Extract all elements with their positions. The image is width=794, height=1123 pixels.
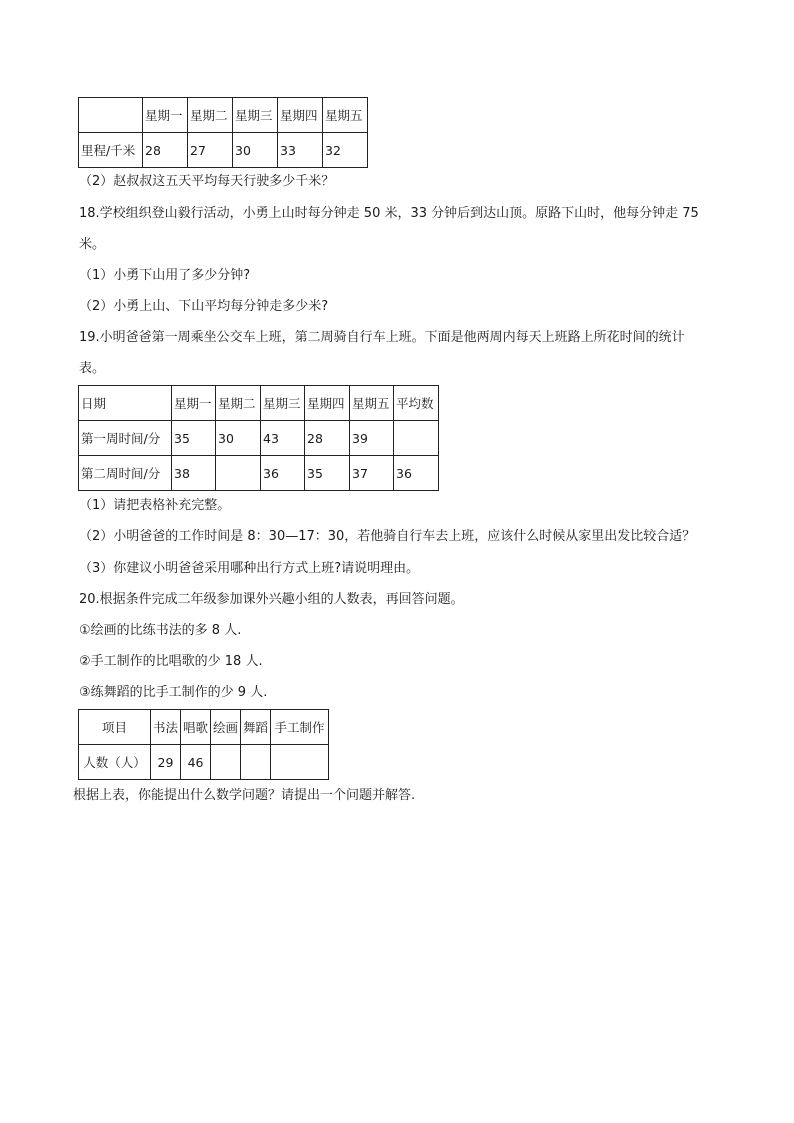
table-cell (241, 745, 271, 780)
table-row (79, 421, 439, 456)
table-cell (394, 421, 439, 456)
question-20-condition-2: ②手工制作的比唱歌的少 18 人. (79, 654, 263, 669)
question-19-part-1: （1）请把表格补充完整。 (79, 498, 231, 513)
question-18-part-2: （2）小勇上山、下山平均每分钟走多少米? (79, 299, 329, 314)
commute-time-table (78, 385, 439, 491)
table-cell: 日期 (79, 386, 172, 421)
table-cell: 30 (233, 133, 278, 168)
table-cell: 29 (151, 745, 181, 780)
interest-group-table (78, 709, 329, 780)
table-cell: 平均数 (394, 386, 439, 421)
table-header-row (79, 98, 368, 133)
table-cell: 28 (143, 133, 188, 168)
table-cell: 星期四 (278, 98, 323, 133)
table-cell: 人数（人） (79, 745, 151, 780)
question-19-part-2: （2）小明爸爸的工作时间是 8：30—17：30，若他骑自行车去上班，应该什么时候从家里出发比较合适？ (79, 529, 696, 544)
table-cell: 32 (323, 133, 368, 168)
mileage-table (78, 97, 368, 168)
table-row (79, 456, 439, 491)
question-17-part-2: （2）赵叔叔这五天平均每天行驶多少千米？ (79, 174, 335, 189)
table-cell: 36 (394, 456, 439, 491)
table-cell: 28 (305, 421, 350, 456)
table-cell (211, 745, 241, 780)
table-cell: 书法 (151, 710, 181, 745)
table-cell: 39 (350, 421, 394, 456)
table-cell: 星期一 (143, 98, 188, 133)
table-cell: 唱歌 (181, 710, 211, 745)
table-cell: 项目 (79, 710, 151, 745)
table-cell: 35 (172, 421, 216, 456)
table-cell: 35 (305, 456, 350, 491)
question-18-line-2: 米。 (79, 237, 106, 252)
table-cell: 星期一 (172, 386, 216, 421)
question-20-condition-1: ①绘画的比练书法的多 8 人. (79, 623, 242, 638)
table-cell (79, 98, 143, 133)
table-cell (216, 456, 261, 491)
table-cell: 星期二 (188, 98, 233, 133)
table-cell: 43 (261, 421, 305, 456)
table-cell: 星期四 (305, 386, 350, 421)
table-cell: 星期五 (350, 386, 394, 421)
table-cell: 舞蹈 (241, 710, 271, 745)
table-cell: 星期五 (323, 98, 368, 133)
question-20-line-1: 20.根据条件完成二年级参加课外兴趣小组的人数表，再回答问题。 (79, 592, 464, 607)
table-cell: 36 (261, 456, 305, 491)
table-cell: 30 (216, 421, 261, 456)
question-19-part-3: （3）你建议小明爸爸采用哪种出行方式上班?请说明理由。 (79, 561, 420, 576)
table-cell: 33 (278, 133, 323, 168)
table-cell: 绘画 (211, 710, 241, 745)
table-cell: 27 (188, 133, 233, 168)
table-cell: 37 (350, 456, 394, 491)
table-cell: 第二周时间/分 (79, 456, 172, 491)
question-18-line-1: 18.学校组织登山毅行活动，小勇上山时每分钟走 50 米，33 分钟后到达山顶。原路下山时，他每分钟走 75 (79, 206, 699, 221)
question-20-prompt: 根据上表，你能提出什么数学问题？请提出一个问题并解答. (73, 788, 416, 803)
table-cell: 46 (181, 745, 211, 780)
table-cell: 星期二 (216, 386, 261, 421)
table-row (79, 133, 368, 168)
table-cell: 里程/千米 (79, 133, 143, 168)
table-cell: 星期三 (261, 386, 305, 421)
question-18-part-1: （1）小勇下山用了多少分钟? (79, 268, 251, 283)
table-cell (271, 745, 329, 780)
table-cell: 手工制作 (271, 710, 329, 745)
table-row (79, 745, 329, 780)
question-20-condition-3: ③练舞蹈的比手工制作的少 9 人. (79, 685, 268, 700)
table-cell: 第一周时间/分 (79, 421, 172, 456)
table-header-row (79, 710, 329, 745)
table-header-row (79, 386, 439, 421)
table-cell: 38 (172, 456, 216, 491)
question-19-line-2: 表。 (79, 361, 106, 376)
question-19-line-1: 19.小明爸爸第一周乘坐公交车上班，第二周骑自行车上班。下面是他两周内每天上班路上所花时间的统计 (79, 330, 685, 345)
table-cell: 星期三 (233, 98, 278, 133)
